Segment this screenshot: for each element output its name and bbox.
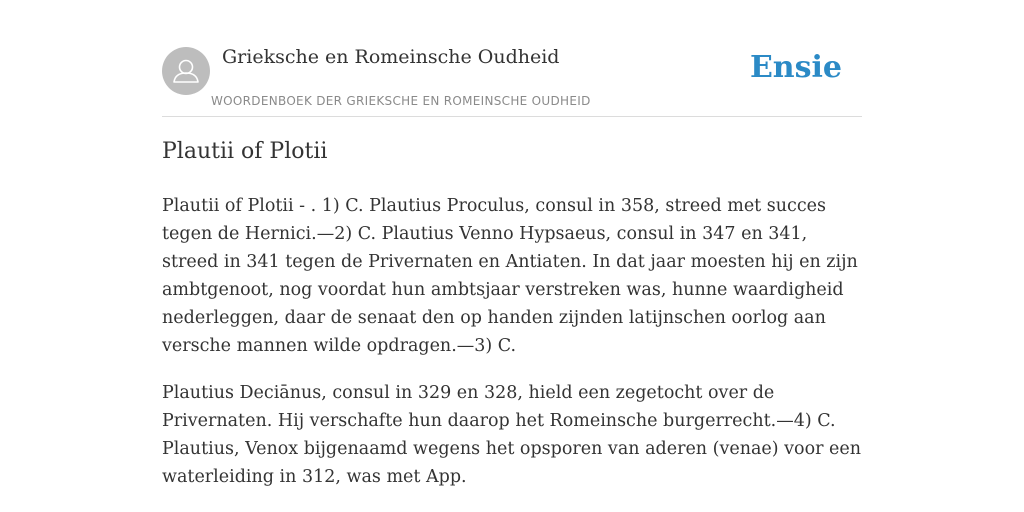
author-name[interactable]: Grieksche en Romeinsche Oudheid: [222, 46, 560, 68]
ensie-logo[interactable]: Ensie: [749, 50, 842, 85]
user-icon: [162, 47, 210, 95]
dictionary-subtitle[interactable]: WOORDENBOEK DER GRIEKSCHE EN ROMEINSCHE OUDHEID: [211, 94, 591, 108]
page-title: Plautii of Plotii: [162, 139, 328, 164]
avatar[interactable]: [162, 47, 210, 95]
header: [162, 46, 862, 117]
article-paragraph: Plautii of Plotii - . 1) C. Plautius Proculus, consul in 358, streed met succes tegen de Hernici.—2) C. Plautius Venno Hypsaeus, consul in 347 en 341, streed in 341 tegen de Privernaten en Antiaten. In dat jaar moesten hij en zijn ambtgenoot, nog voordat hun ambtsjaar verstreken was, hunne waardigheid nederleggen, daar de senaat den op handen zijnden latijnschen oorlog aan versche mannen wilde opdragen.—3) C.: [162, 196, 858, 356]
article-body: [162, 192, 862, 510]
article-paragraph: Plautius Deciānus, consul in 329 en 328, hield een zegetocht over de Privernaten. Hij verschafte hun daarop het Romeinsche burgerrecht.—4) C. Plautius, Venox bijgenaamd wegens het opsporen van aderen (venae) voor een waterleiding in 312, was met App.: [162, 383, 862, 487]
